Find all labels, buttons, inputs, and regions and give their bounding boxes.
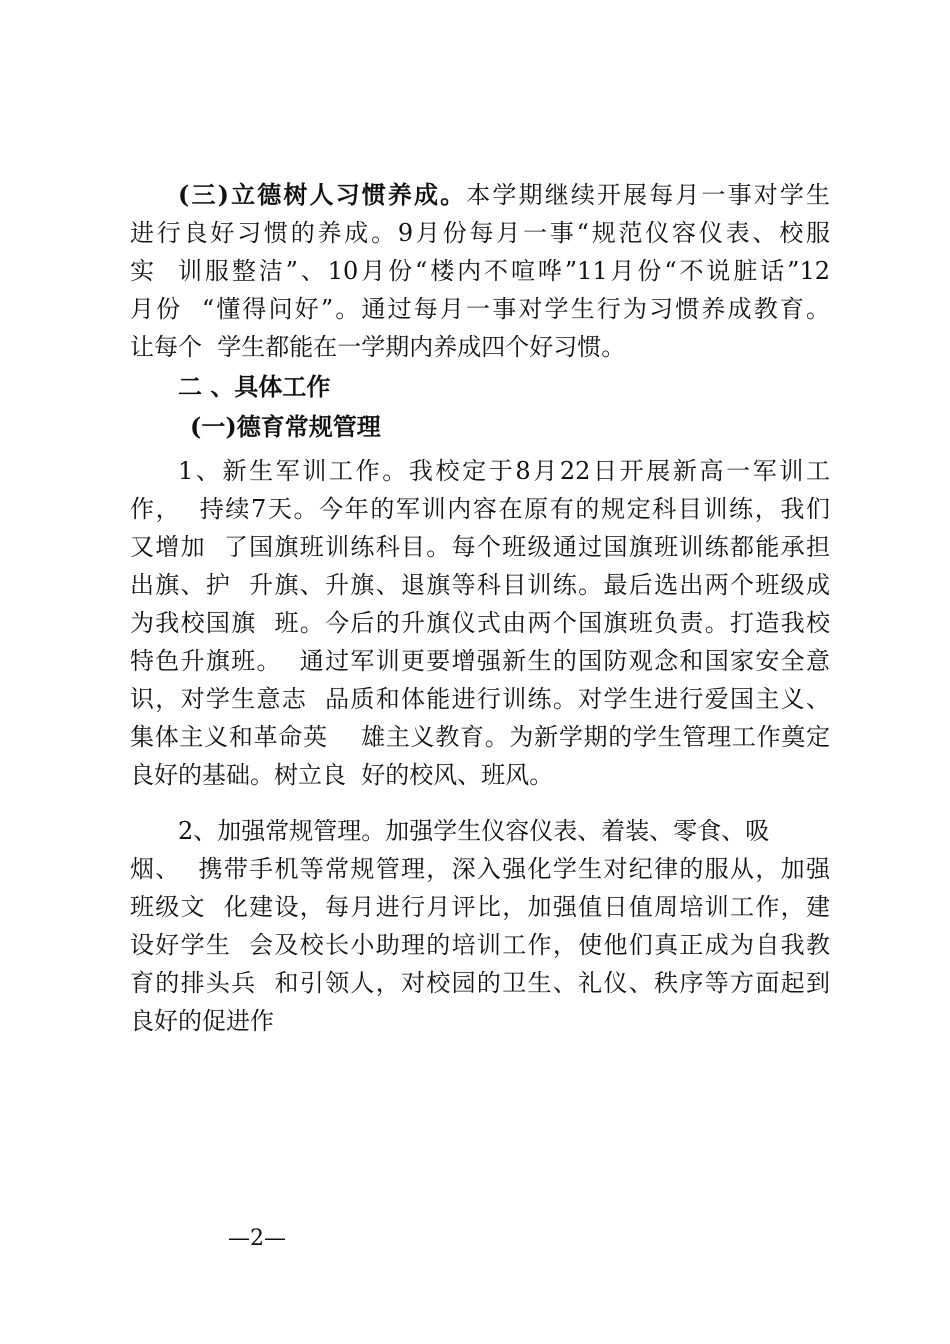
section-2-heading: 二 、具体工作 xyxy=(178,372,331,401)
page-number: —2— xyxy=(228,1226,286,1251)
item-1-line-4: 出旗、护 升旗、升旗、退旗等科目训练。最后选出两个班级成 xyxy=(130,571,830,599)
item-2-line-1: 2、加强常规管理。加强学生仪容仪表、着装、零食、吸 xyxy=(178,817,770,845)
item-1-line-6: 特色升旗班。 通过军训更要增强新生的国防观念和国家安全意 xyxy=(130,647,830,675)
subsection-1-heading: (一)德育常规管理 xyxy=(190,412,381,441)
item-1-line-3: 又增加 了国旗班训练科目。每个班级通过国旗班训练都能承担 xyxy=(130,533,830,561)
item-1-line-5: 为我校国旗 班。今后的升旗仪式由两个国旗班负责。打造我校 xyxy=(130,609,830,637)
item-1-line-7: 识，对学生意志 品质和体能进行训练。对学生进行爱国主义、 xyxy=(130,685,830,713)
item-2-line-4: 设好学生 会及校长小助理的培训工作，使他们真正成为自我教 xyxy=(130,931,830,959)
paragraph-3-line-4: 月份 “懂得问好”。通过每月一事对学生行为习惯养成教育。 xyxy=(130,295,830,323)
paragraph-3-line-5: 让每个 学生都能在一学期内养成四个好习惯。 xyxy=(130,333,626,361)
item-2-line-2: 烟、 携带手机等常规管理，深入强化学生对纪律的服从，加强 xyxy=(130,855,830,883)
item-2-line-5: 育的排头兵 和引领人，对校园的卫生、礼仪、秩序等方面起到 xyxy=(130,969,830,997)
item-2-line-6: 良好的促进作 xyxy=(130,1007,274,1035)
item-1-line-1: 1、新生军训工作。我校定于8月22日开展新高一军训工 xyxy=(178,457,830,485)
item-1-line-2: 作， 持续7天。今年的军训内容在原有的规定科目训练，我们 xyxy=(130,495,830,523)
paragraph-3-lead: (三)立德树人习惯养成。 xyxy=(178,180,467,209)
paragraph-3-line-2: 进行良好习惯的养成。9月份每月一事“规范仪容仪表、校服 xyxy=(130,219,830,247)
item-1-line-8: 集体主义和革命英 雄主义教育。为新学期的学生管理工作奠定 xyxy=(130,723,830,751)
item-1-line-9: 良好的基础。树立良 好的校风、班风。 xyxy=(130,761,554,789)
item-2-line-3: 班级文 化建设，每月进行月评比，加强值日值周培训工作，建 xyxy=(130,893,830,921)
paragraph-3-line-1 xyxy=(178,176,830,214)
paragraph-3-line-1-text: 本学期继续开展每月一事对学生 xyxy=(466,181,830,209)
paragraph-3-line-3: 实 训服整洁”、10月份“楼内不喧哗”11月份“不说脏话”12 xyxy=(130,257,830,285)
